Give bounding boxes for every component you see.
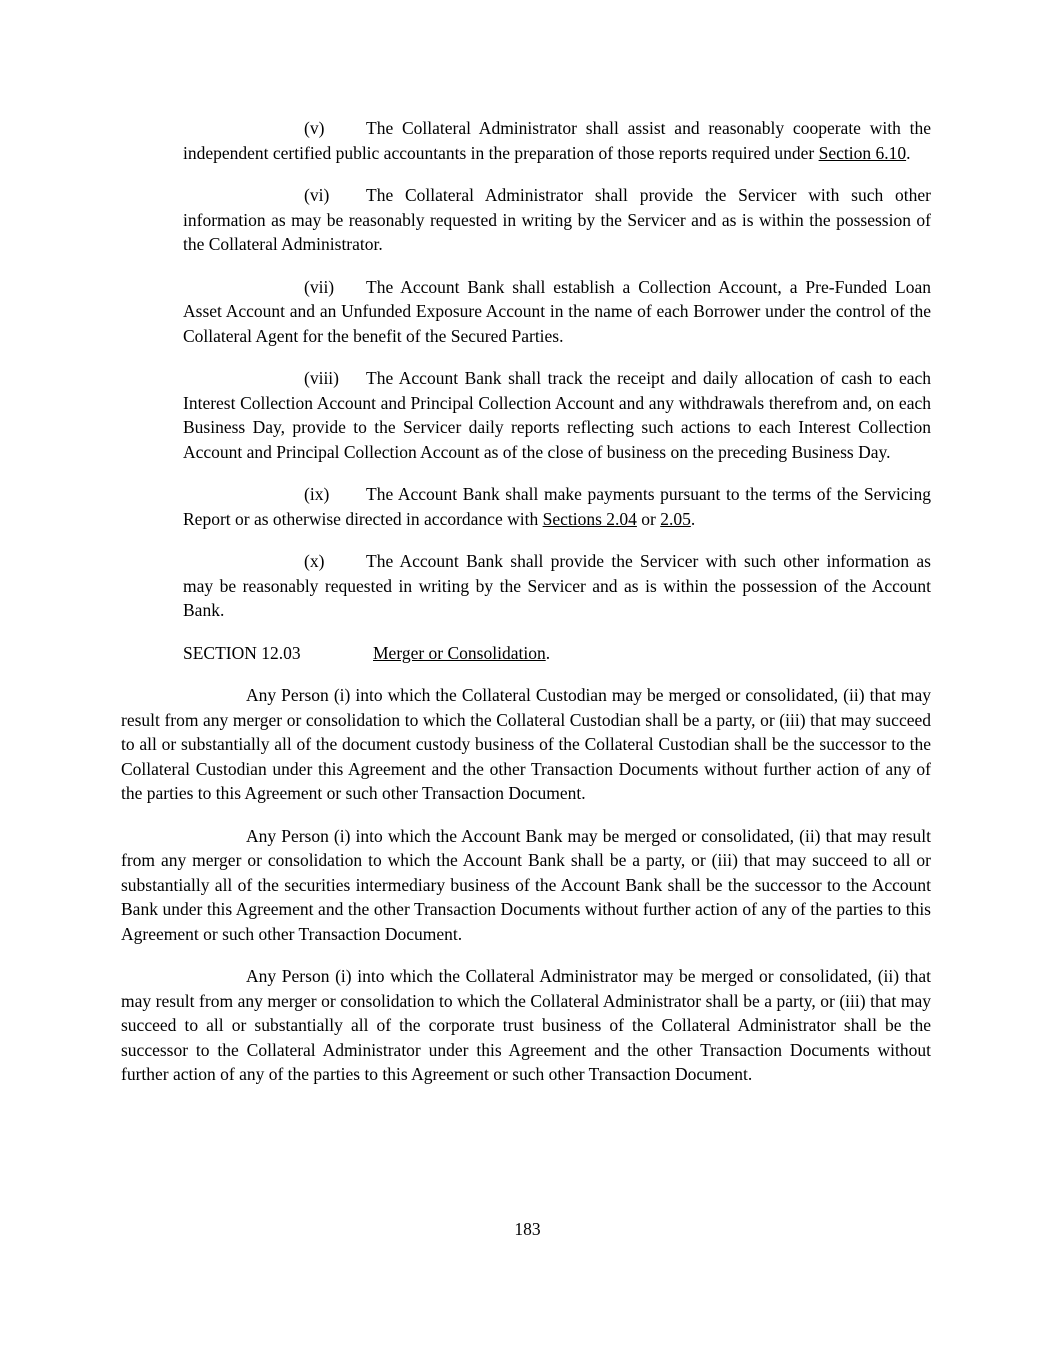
list-marker-v: (v) [304,118,325,138]
subparagraph-vii [183,275,931,349]
list-marker-x: (x) [304,551,325,571]
paragraph-text: The Account Bank shall provide the Servicer with such other information as may be reasonably requested in writing by the Servicer and as is within the possession of the Account Bank. [183,551,931,620]
section-title: Merger or Consolidation [373,642,546,663]
subparagraph-x [183,549,931,623]
paragraph-text: Any Person (i) into which the Collateral Administrator may be merged or consolidated, (ii) that may result from any merger or consolidation to which the Collateral Administrator shall be a party, or (iii) that may succeed to all or substantially all of the corporate trust business of the Collateral Administrator shall be the successor to the Collateral Administrator under this Agreement and the other Transaction Documents without further action of any of the parties to this Agreement or such other Transaction Document. [121,966,931,1084]
list-marker-vi: (vi) [304,185,330,205]
list-marker-vii: (vii) [304,276,335,297]
list-marker-viii: (viii) [304,368,339,388]
paragraph-text: The Account Bank shall make payments pursuant to the terms of the Servicing Report or as otherwise directed in accordance with [183,484,931,529]
document-body [121,116,931,1105]
paragraph-text: The Account Bank shall establish a Collection Account, a Pre-Funded Loan Asset Account and an Unfunded Exposure Account in the name of each Borrower under the control of the Collateral Agent for the benefit of the Secured Parties. [183,276,931,346]
paragraph-account-bank-merger [121,824,931,947]
paragraph-text: or [636,508,661,529]
section-ref-6-10: Section 6.10 [818,142,907,163]
paragraph-text: The Collateral Administrator shall assist and reasonably cooperate with the independent certified public accountants in the preparation of those reports required under [183,118,931,163]
list-marker-ix: (ix) [304,484,330,504]
subparagraph-v [183,116,931,165]
paragraph-text: . [690,508,696,529]
paragraph-text: Any Person (i) into which the Collateral Custodian may be merged or consolidated, (ii) that may result from any merger or consolidation to which the Collateral Custodian shall be a party, or (iii) that may succeed to all or substantially all of the document custody business of the Collateral Custodian shall be the successor to the Collateral Custodian under this Agreement and the other Transaction Documents without further action of any of the parties to this Agreement or such other Transaction Document. [121,685,931,803]
paragraph-text: The Collateral Administrator shall provide the Servicer with such other information as may be reasonably requested in writing by the Servicer and as is within the possession of the Collateral Administrator. [183,185,931,254]
section-heading-12-03 [183,641,931,666]
section-ref-2-04: Sections 2.04 [542,508,637,529]
section-title-period: . [545,642,551,663]
paragraph-text: Any Person (i) into which the Account Bank may be merged or consolidated, (ii) that may result from any merger or consolidation to which the Account Bank shall be a party, or (iii) that may succeed to all or substantially all of the securities intermediary business of the Account Bank shall be the successor to the Account Bank under this Agreement and the other Transaction Documents without further action of any of the parties to this Agreement or such other Transaction Document. [121,825,931,944]
paragraph-collateral-custodian-merger [121,683,931,806]
section-number: SECTION 12.03 [183,642,301,663]
paragraph-text: . [906,142,911,163]
subparagraph-ix [183,482,931,531]
paragraph-text: The Account Bank shall track the receipt and daily allocation of cash to each Interest Collection Account and Principal Collection Account and any withdrawals therefrom and, on each Business Day, provide to the Servicer daily reports reflecting such actions to each Interest Collection Account and Principal Collection Account as of the close of business on the preceding Business Day. [183,368,931,462]
page-number: 183 [514,1219,541,1239]
paragraph-collateral-administrator-merger [121,964,931,1087]
section-ref-2-05: 2.05 [660,508,691,529]
subparagraph-viii [183,366,931,464]
subparagraph-vi [183,183,931,257]
